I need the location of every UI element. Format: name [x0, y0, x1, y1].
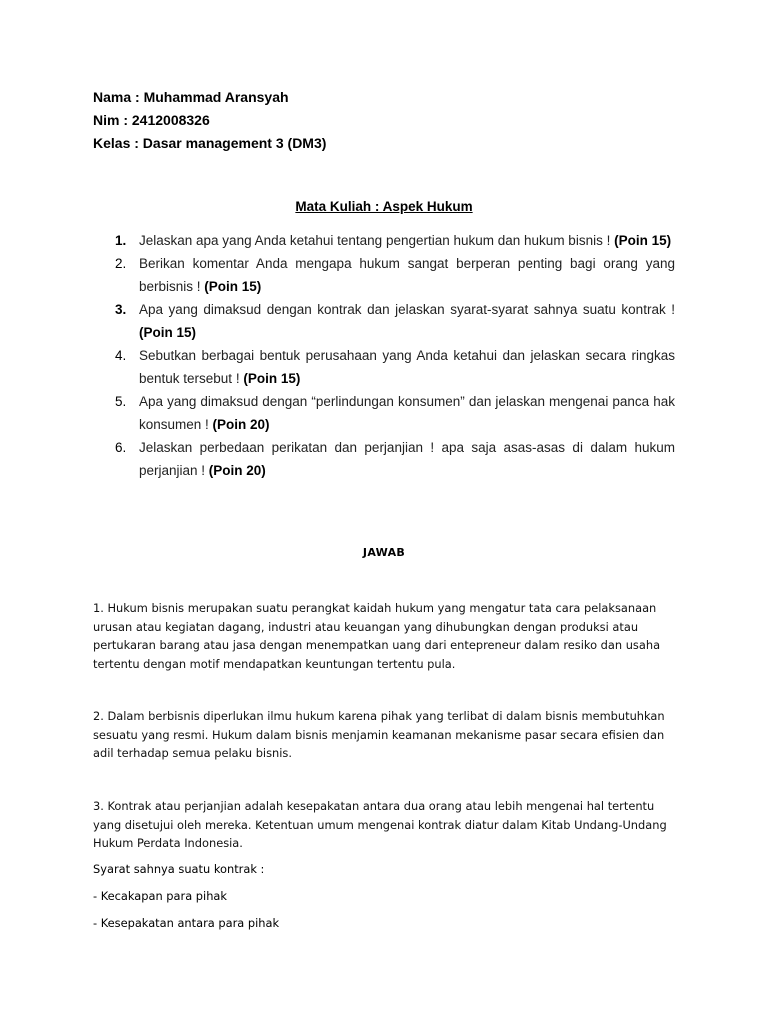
- question-text: Jelaskan apa yang Anda ketahui tentang pengertian hukum dan hukum bisnis ! (Poin 15): [139, 233, 672, 248]
- question-points: (Poin 15): [139, 325, 197, 340]
- question-list: [115, 229, 675, 482]
- answer-heading: JAWAB: [362, 546, 406, 559]
- question-item: [115, 390, 675, 436]
- contract-requirement-item: - Kesepakatan antara para pihak: [93, 916, 280, 930]
- student-name: Nama : Muhammad Aransyah: [93, 89, 289, 105]
- course-title: Mata Kuliah : Aspek Hukum: [295, 199, 473, 214]
- question-points: (Poin 20): [208, 463, 266, 478]
- question-text: Jelaskan perbedaan perikatan dan perjanjian ! apa saja asas-asas di dalam hukum perjanjian ! (Poin 20): [139, 440, 675, 478]
- question-text: Sebutkan berbagai bentuk perusahaan yang Anda ketahui dan jelaskan secara ringkas bentuk tersebut ! (Poin 15): [139, 348, 675, 386]
- contract-requirement-item: - Kecakapan para pihak: [93, 889, 227, 903]
- question-text: Apa yang dimaksud dengan kontrak dan jelaskan syarat-syarat sahnya suatu kontrak ! (Poin 15): [139, 302, 675, 340]
- student-nim: Nim : 2412008326: [93, 112, 210, 128]
- question-points: (Poin 15): [204, 279, 262, 294]
- question-text: Apa yang dimaksud dengan “perlindungan konsumen” dan jelaskan mengenai panca hak konsumen ! (Poin 20): [139, 394, 675, 432]
- question-number: 4.: [115, 348, 127, 363]
- question-item: [115, 252, 675, 298]
- question-number: 2.: [115, 256, 127, 271]
- question-item: [115, 344, 675, 390]
- question-number: 1.: [115, 233, 127, 248]
- question-number: 5.: [115, 394, 127, 409]
- question-text: Berikan komentar Anda mengapa hukum sangat berperan penting bagi orang yang berbisnis ! (Poin 15): [139, 256, 675, 294]
- answer-2: 2. Dalam berbisnis diperlukan ilmu hukum karena pihak yang terlibat di dalam bisnis membutuhkan sesuatu yang resmi. Hukum dalam bisnis menjamin keamanan mekanisme pasar secara efisien dan adil terhadap semua pelaku bisnis.: [93, 709, 665, 760]
- question-points: (Poin 15): [614, 233, 672, 248]
- contract-requirements-title: Syarat sahnya suatu kontrak :: [93, 862, 265, 876]
- question-number: 3.: [115, 302, 127, 317]
- student-header: [93, 86, 326, 155]
- question-item: [115, 298, 675, 344]
- question-item: [115, 436, 675, 482]
- answer-1: 1. Hukum bisnis merupakan suatu perangkat kaidah hukum yang mengatur tata cara pelaksanaan urusan atau kegiatan dagang, industri atau keuangan yang dihubungkan dengan produksi atau pertukaran barang atau jasa dengan menempatkan uang dari entepreneur dalam resiko dan usaha tertentu dengan motif mendapatkan keuntungan tertentu pula.: [93, 601, 661, 671]
- question-points: (Poin 15): [243, 371, 301, 386]
- question-item: [115, 229, 675, 252]
- question-number: 6.: [115, 440, 127, 455]
- question-points: (Poin 20): [212, 417, 270, 432]
- student-class: Kelas : Dasar management 3 (DM3): [93, 135, 327, 151]
- answer-3: 3. Kontrak atau perjanjian adalah kesepakatan antara dua orang atau lebih mengenai hal tertentu yang disetujui oleh mereka. Ketentuan umum mengenai kontrak diatur dalam Kitab Undang-Undang Hukum Perdata Indonesia.: [93, 799, 667, 850]
